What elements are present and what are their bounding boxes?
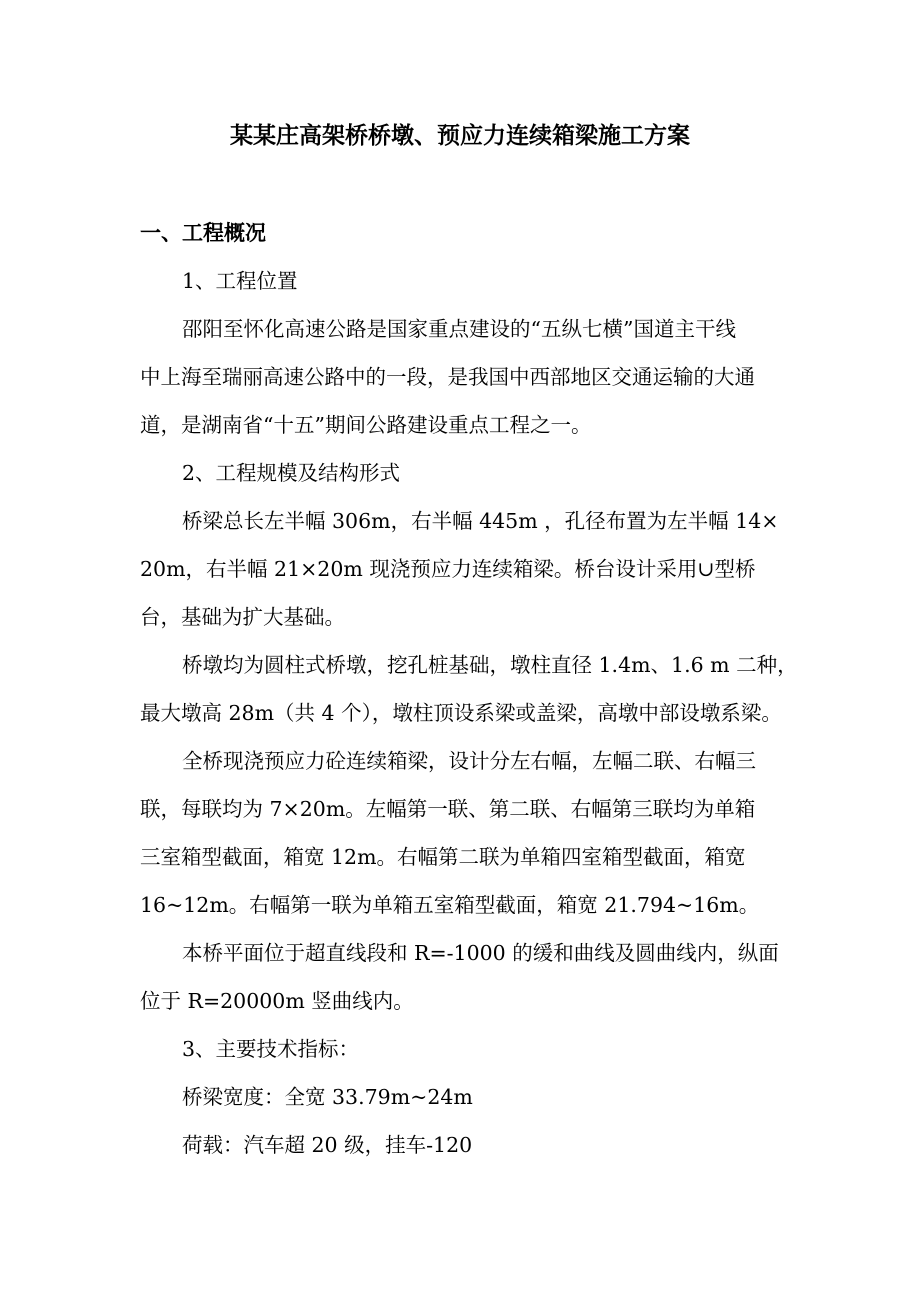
paragraph-line: 16~12m。右幅第一联为单箱五室箱型截面，箱宽 21.794~16m。 — [140, 893, 760, 917]
paragraph-line: 道，是湖南省“十五”期间公路建设重点工程之一。 — [140, 413, 592, 437]
paragraph-line: 桥梁总长左半幅 306m，右半幅 445m ，孔径布置为左半幅 14× — [182, 509, 779, 533]
paragraph-line: 桥墩均为圆柱式桥墩，挖孔桩基础，墩柱直径 1.4m、1.6 m 二种， — [182, 653, 798, 677]
document-title: 某某庄高架桥桥墩、预应力连续箱梁施工方案 — [230, 123, 690, 149]
subsection-heading-location: 1、工程位置 — [182, 269, 298, 293]
paragraph-line: 20m，右半幅 21×20m 现浇预应力连续箱梁。桥台设计采用∪型桥 — [140, 557, 756, 581]
paragraph-line: 最大墩高 28m（共 4 个），墩柱顶设系梁或盖梁，高墩中部设墩系梁。 — [140, 701, 782, 725]
spec-item-bridge-width: 桥梁宽度：全宽 33.79m~24m — [182, 1085, 473, 1109]
paragraph-line: 邵阳至怀化高速公路是国家重点建设的“五纵七横”国道主干线 — [182, 317, 736, 341]
subsection-heading-scale: 2、工程规模及结构形式 — [182, 461, 401, 485]
section-heading-overview: 一、工程概况 — [140, 221, 266, 245]
paragraph-line: 中上海至瑞丽高速公路中的一段，是我国中西部地区交通运输的大通 — [140, 365, 755, 389]
subsection-heading-tech-specs: 3、主要技术指标： — [182, 1037, 360, 1061]
paragraph-line: 联，每联均为 7×20m。左幅第一联、第二联、右幅第三联均为单箱 — [140, 797, 756, 821]
paragraph-line: 本桥平面位于超直线段和 R=-1000 的缓和曲线及圆曲线内，纵面 — [182, 941, 779, 965]
paragraph-line: 台，基础为扩大基础。 — [140, 605, 345, 629]
spec-item-load: 荷载：汽车超 20 级，挂车-120 — [182, 1133, 473, 1157]
paragraph-line: 全桥现浇预应力砼连续箱梁，设计分左右幅，左幅二联、右幅三 — [182, 749, 756, 773]
paragraph-line: 位于 R=20000m 竖曲线内。 — [140, 989, 414, 1013]
paragraph-line: 三室箱型截面，箱宽 12m。右幅第二联为单箱四室箱型截面，箱宽 — [140, 845, 746, 869]
